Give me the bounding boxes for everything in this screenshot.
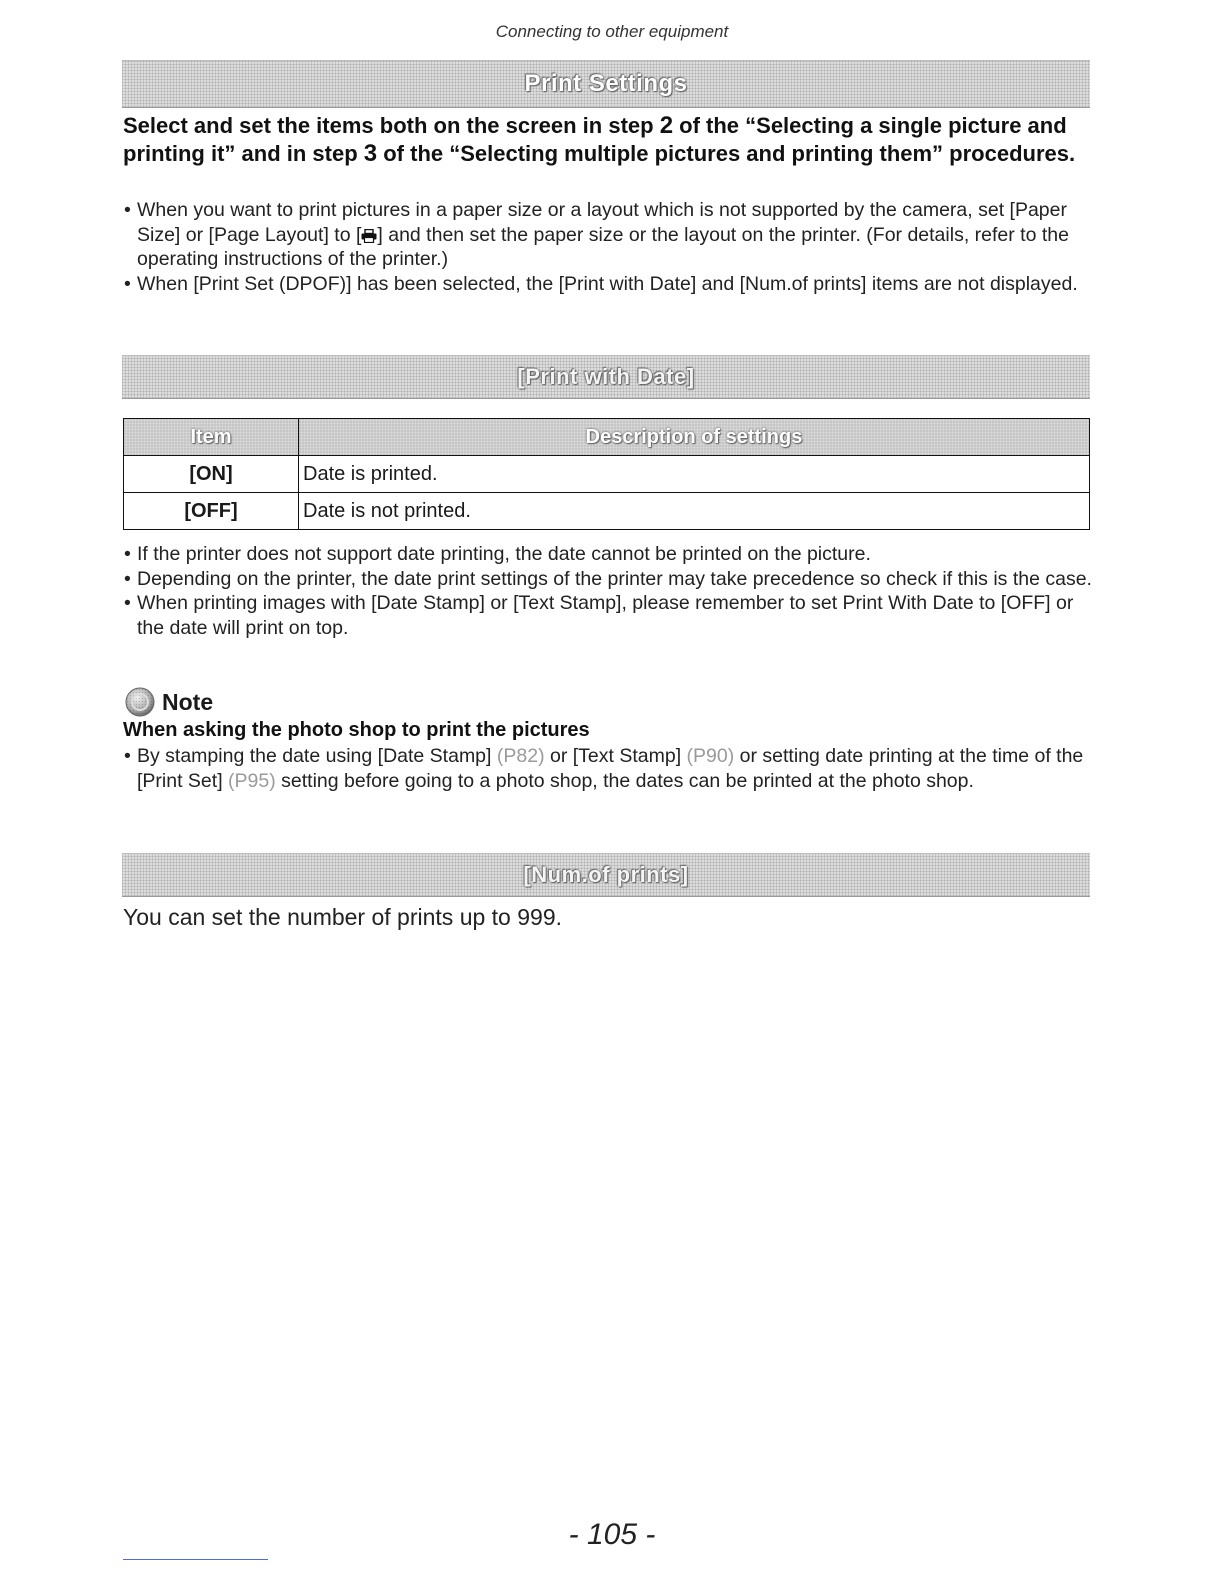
list-item: • When [Print Set (DPOF)] has been selected, the [Print with Date] and [Num.of prints] items are not displayed. bbox=[124, 272, 1078, 295]
section-banner-print-settings bbox=[122, 60, 1090, 108]
page-reference-link[interactable]: (P95) bbox=[228, 769, 276, 792]
list-item: • If the printer does not support date printing, the date cannot be printed on the picture. bbox=[124, 543, 871, 565]
setting-description: Date is not printed. bbox=[299, 493, 1090, 530]
note-label: Note bbox=[162, 688, 214, 715]
footer-rule bbox=[123, 1559, 268, 1560]
note-subheading: When asking the photo shop to print the pictures bbox=[123, 719, 590, 741]
page-number: - 105 - bbox=[568, 1518, 656, 1551]
intro-step-2: 2 bbox=[659, 112, 674, 139]
printer-icon bbox=[361, 229, 377, 243]
setting-description: Date is printed. bbox=[299, 456, 1090, 493]
list-item: • By stamping the date using [Date Stamp] (P82) or [Text Stamp] (P90) or setting date printing at the time of the [Print Set] (P95) setting before going to a photo shop, the dates can be printed at the photo shop. bbox=[124, 745, 1084, 792]
column-header-description: Description of settings bbox=[299, 419, 1090, 456]
intro-text-2: of the “Selecting a single picture and printing it” and in step bbox=[123, 113, 1067, 166]
list-item: • When you want to print pictures in a paper size or a layout which is not supported by the camera, set [Paper Size] or [Page Layout] to [ ] and then set the paper size or the layout on the printer. (For details, refer to the operating instructions of the printer.) bbox=[124, 199, 1069, 270]
note-bullet-list bbox=[123, 744, 1093, 793]
section-banner-num-of-prints bbox=[122, 853, 1090, 897]
setting-item-off: [OFF] bbox=[124, 493, 299, 530]
intro-bullet-list bbox=[123, 198, 1093, 296]
intro-text-3: of the “Selecting multiple pictures and printing them” procedures. bbox=[377, 141, 1076, 166]
settings-table bbox=[123, 418, 1090, 530]
bullet-dot: • bbox=[124, 745, 131, 767]
subsection-title: [Print with Date] bbox=[517, 364, 695, 389]
print-with-date-bullet-list bbox=[123, 542, 1093, 640]
intro-step-3: 3 bbox=[363, 140, 378, 167]
table-row bbox=[124, 493, 1090, 530]
num-of-prints-text: You can set the number of prints up to 999. bbox=[123, 904, 562, 930]
bullet-dot: • bbox=[124, 567, 131, 590]
column-header-item: Item bbox=[124, 419, 299, 456]
subsection-title: [Num.of prints] bbox=[523, 862, 689, 887]
list-item: • Depending on the printer, the date print settings of the printer may take precedence so check if this is the case. bbox=[124, 567, 1092, 590]
table-header-row bbox=[124, 419, 1090, 456]
running-header: Connecting to other equipment bbox=[495, 22, 729, 41]
section-title: Print Settings bbox=[524, 70, 688, 97]
table-row bbox=[124, 456, 1090, 493]
bullet-dot: • bbox=[124, 543, 131, 565]
page-reference-link[interactable]: (P82) bbox=[496, 745, 545, 767]
intro-paragraph bbox=[123, 112, 1098, 168]
bullet-dot: • bbox=[124, 199, 131, 221]
list-item: • When printing images with [Date Stamp] or [Text Stamp], please remember to set Print With Date to [OFF] or the date will print on top. bbox=[124, 592, 1074, 639]
setting-item-on: [ON] bbox=[124, 456, 299, 493]
note-icon bbox=[124, 686, 156, 718]
bullet-dot: • bbox=[124, 272, 131, 295]
section-banner-print-with-date bbox=[122, 355, 1090, 399]
note-heading bbox=[124, 686, 213, 718]
page-reference-link[interactable]: (P90) bbox=[686, 745, 735, 767]
bullet-dot: • bbox=[124, 592, 131, 614]
intro-text-1: Select and set the items both on the screen in step bbox=[123, 113, 660, 138]
